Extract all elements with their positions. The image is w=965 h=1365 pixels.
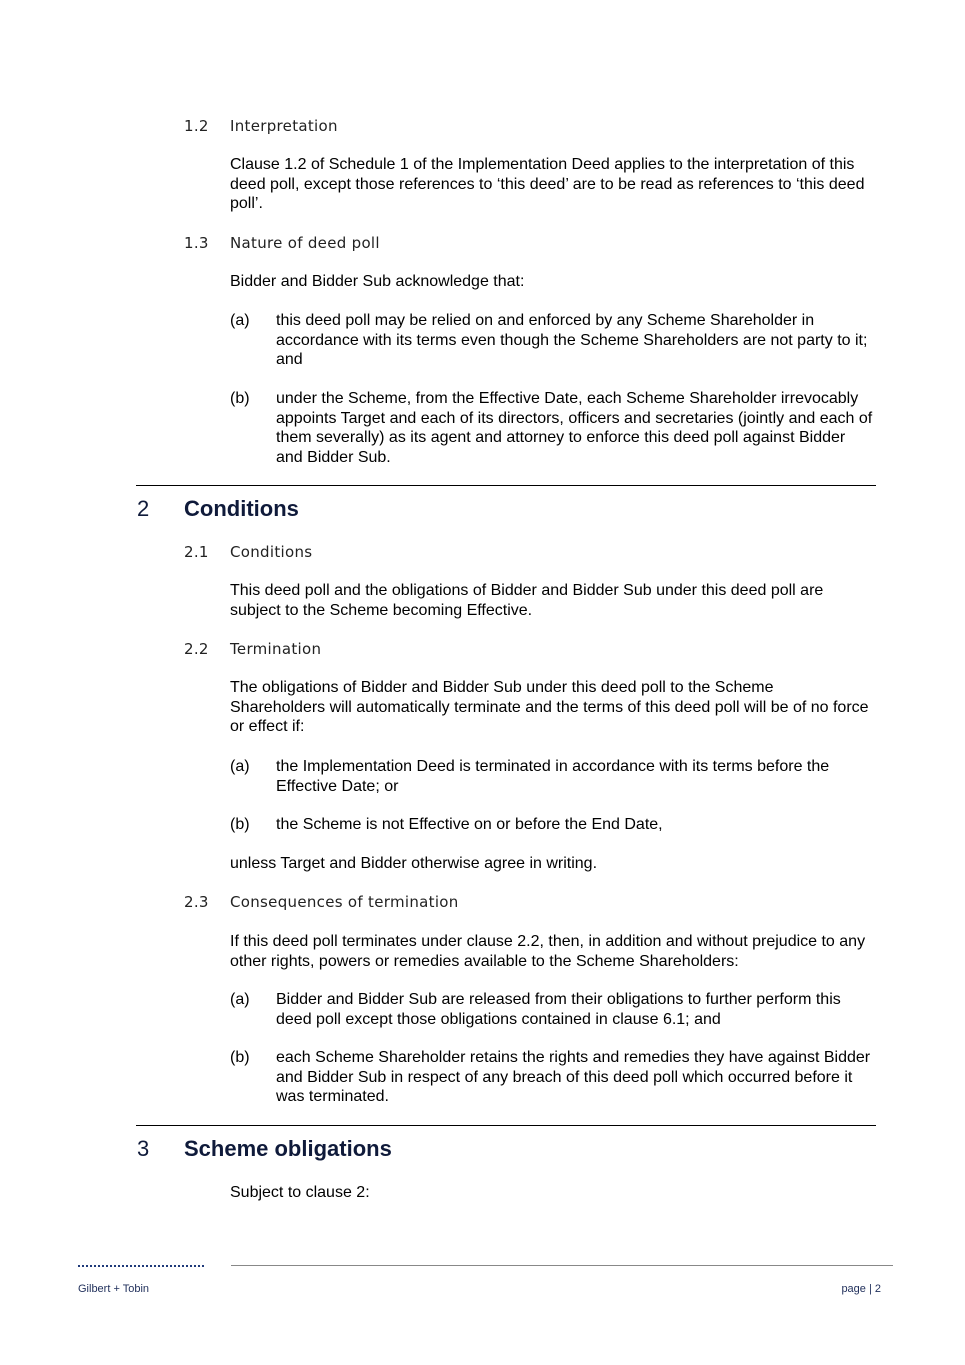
clause-1-2-title: Interpretation — [230, 117, 338, 135]
section-3-number: 3 — [137, 1136, 150, 1161]
clause-2-2-intro: The obligations of Bidder and Bidder Sub under this deed poll to the Scheme Shareholders will automatically terminate and the terms of this deed poll will be of no force or effect if: — [230, 679, 869, 735]
clause-2-2-item-b-text: the Scheme is not Effective on or before the End Date, — [276, 816, 663, 833]
clause-2-3-item-a-text: Bidder and Bidder Sub are released from their obligations to further perform this deed poll except those obligations contained in clause 6.1; and — [276, 991, 841, 1028]
footer-dotted-rule — [78, 1265, 204, 1267]
clause-2-3-number: 2.3 — [184, 893, 209, 911]
clause-1-2-number: 1.2 — [184, 117, 209, 135]
section-3-divider — [136, 1125, 876, 1126]
clause-1-2-body: Clause 1.2 of Schedule 1 of the Implementation Deed applies to the interpretation of this deed poll, except those references to ‘this deed’ are to be read as references to ‘this deed poll’. — [230, 156, 865, 212]
clause-2-2-item-a-label: (a) — [230, 758, 250, 775]
clause-2-2-number: 2.2 — [184, 640, 209, 658]
clause-2-3-title: Consequences of termination — [230, 893, 459, 911]
footer-firm-name: Gilbert + Tobin — [78, 1283, 150, 1295]
clause-1-3-intro: Bidder and Bidder Sub acknowledge that: — [230, 273, 525, 290]
clause-1-3-number: 1.3 — [184, 234, 209, 252]
clause-2-2-item-b-label: (b) — [230, 816, 250, 833]
footer-page-number: page | 2 — [841, 1283, 881, 1295]
clause-1-3-item-b-label: (b) — [230, 390, 250, 407]
section-2-number: 2 — [137, 496, 150, 521]
section-3-intro: Subject to clause 2: — [230, 1184, 370, 1201]
clause-2-3-item-a-label: (a) — [230, 991, 250, 1008]
clause-2-2-item-a-text: the Implementation Deed is terminated in accordance with its terms before the Effective Date; or — [276, 758, 830, 795]
clause-2-3-item-b-text: each Scheme Shareholder retains the rights and remedies they have against Bidder and Bidder Sub in respect of any breach of this deed poll which occurred before it was terminated. — [276, 1049, 871, 1105]
clause-2-1-title: Conditions — [230, 543, 313, 561]
section-2-heading: Conditions — [184, 496, 299, 521]
footer-rule — [231, 1265, 893, 1266]
clause-1-3-item-a-label: (a) — [230, 312, 250, 329]
section-3-heading: Scheme obligations — [184, 1136, 392, 1161]
clause-1-3-title: Nature of deed poll — [230, 234, 380, 252]
clause-2-2-title: Termination — [230, 640, 322, 658]
clause-1-3-item-a-text: this deed poll may be relied on and enforced by any Scheme Shareholder in accordance with its terms even though the Scheme Shareholders are not party to it; and — [276, 312, 868, 368]
clause-1-3-item-b-text: under the Scheme, from the Effective Date, each Scheme Shareholder irrevocably appoints Target and each of its directors, officers and secretaries (jointly and each of them severally) as its agent and attorney to enforce this deed poll against Bidder and Bidder Sub. — [276, 390, 873, 466]
clause-2-3-intro: If this deed poll terminates under clause 2.2, then, in addition and without prejudice to any other rights, powers or remedies available to the Scheme Shareholders: — [230, 933, 866, 970]
section-2-divider — [136, 485, 876, 486]
clause-2-3-item-b-label: (b) — [230, 1049, 250, 1066]
clause-2-1-number: 2.1 — [184, 543, 209, 561]
clause-2-1-body: This deed poll and the obligations of Bidder and Bidder Sub under this deed poll are subject to the Scheme becoming Effective. — [230, 582, 824, 619]
clause-2-2-outro: unless Target and Bidder otherwise agree in writing. — [230, 855, 598, 872]
